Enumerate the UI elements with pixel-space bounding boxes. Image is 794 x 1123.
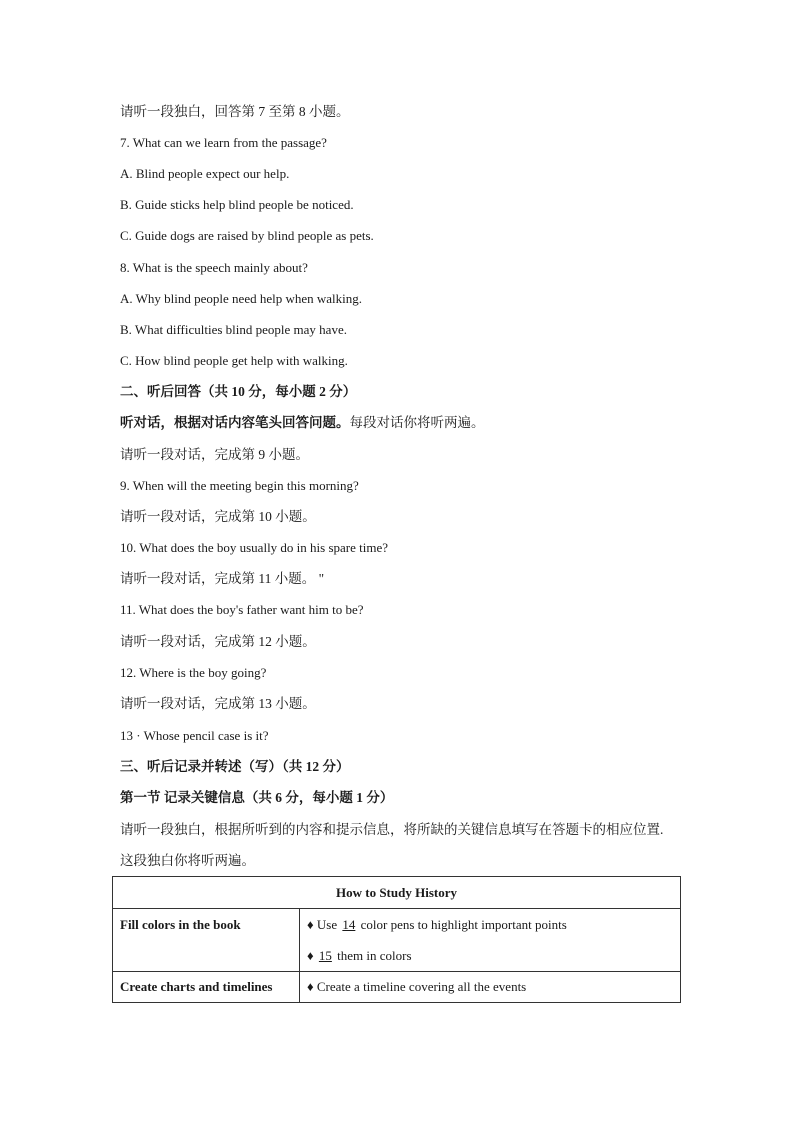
answer-blank-15[interactable]: 15 <box>318 948 332 963</box>
option-8c: C. How blind people get help with walking. <box>120 353 348 368</box>
section-3-heading: 三、听后记录并转述（写）（共 12 分） <box>120 759 350 774</box>
section-3-part-1-heading: 第一节 记录关键信息（共 6 分，每小题 1 分） <box>120 790 394 805</box>
section-3-instruction: 请听一段独白，根据所听到的内容和提示信息，将所缺的关键信息填写在答题卡的相应位置. <box>120 822 664 837</box>
bullet-15: ♦ 15 them in colors <box>307 940 673 971</box>
question-10: 10. What does the boy usually do in his spare time? <box>120 540 389 555</box>
section-3-listen-twice: 这段独白你将听两遍。 <box>120 853 255 868</box>
section-2-instruction-normal: 每段对话你将听两遍。 <box>349 415 485 430</box>
question-9: 9. When will the meeting begin this morning? <box>120 478 359 493</box>
question-7: 7. What can we learn from the passage? <box>120 135 327 150</box>
notes-table <box>112 876 681 1003</box>
instruction-dialog-13: 请听一段对话，完成第 13 小题。 <box>120 696 316 711</box>
question-12: 12. Where is the boy going? <box>120 665 267 680</box>
table-row <box>113 972 681 1003</box>
option-7b: B. Guide sticks help blind people be noticed. <box>120 197 354 212</box>
instruction-dialog-10: 请听一段对话，完成第 10 小题。 <box>120 509 316 524</box>
option-7c: C. Guide dogs are raised by blind people as pets. <box>120 228 374 243</box>
table-title: How to Study History <box>113 877 681 909</box>
option-7a: A. Blind people expect our help. <box>120 166 290 181</box>
instruction-dialog-11: 请听一段对话，完成第 11 小题。 " <box>120 571 325 586</box>
row-label-fill-colors: Fill colors in the book <box>113 909 300 972</box>
question-13: 13 · Whose pencil case is it? <box>120 728 269 743</box>
row-content-fill-colors <box>300 909 681 972</box>
section-2-instruction-bold: 听对话，根据对话内容笔头回答问题。 <box>120 415 350 430</box>
option-8b: B. What difficulties blind people may have. <box>120 322 347 337</box>
row-label-charts-timelines: Create charts and timelines <box>113 972 300 1003</box>
section-2-heading: 二、听后回答（共 10 分，每小题 2 分） <box>120 384 357 399</box>
bullet-14: ♦ Use 14 color pens to highlight important points <box>307 909 673 940</box>
answer-blank-14[interactable]: 14 <box>342 917 356 932</box>
instruction-dialog-9: 请听一段对话，完成第 9 小题。 <box>120 447 309 462</box>
row-content-timeline: ♦ Create a timeline covering all the events <box>300 972 681 1003</box>
option-8a: A. Why blind people need help when walking. <box>120 291 363 306</box>
table-row <box>113 909 681 972</box>
question-11: 11. What does the boy's father want him to be? <box>120 602 364 617</box>
instruction-monologue-7-8: 请听一段独白，回答第 7 至第 8 小题。 <box>120 104 350 119</box>
question-8: 8. What is the speech mainly about? <box>120 260 308 275</box>
instruction-dialog-12: 请听一段对话，完成第 12 小题。 <box>120 634 316 649</box>
section-2-instruction <box>120 415 485 431</box>
